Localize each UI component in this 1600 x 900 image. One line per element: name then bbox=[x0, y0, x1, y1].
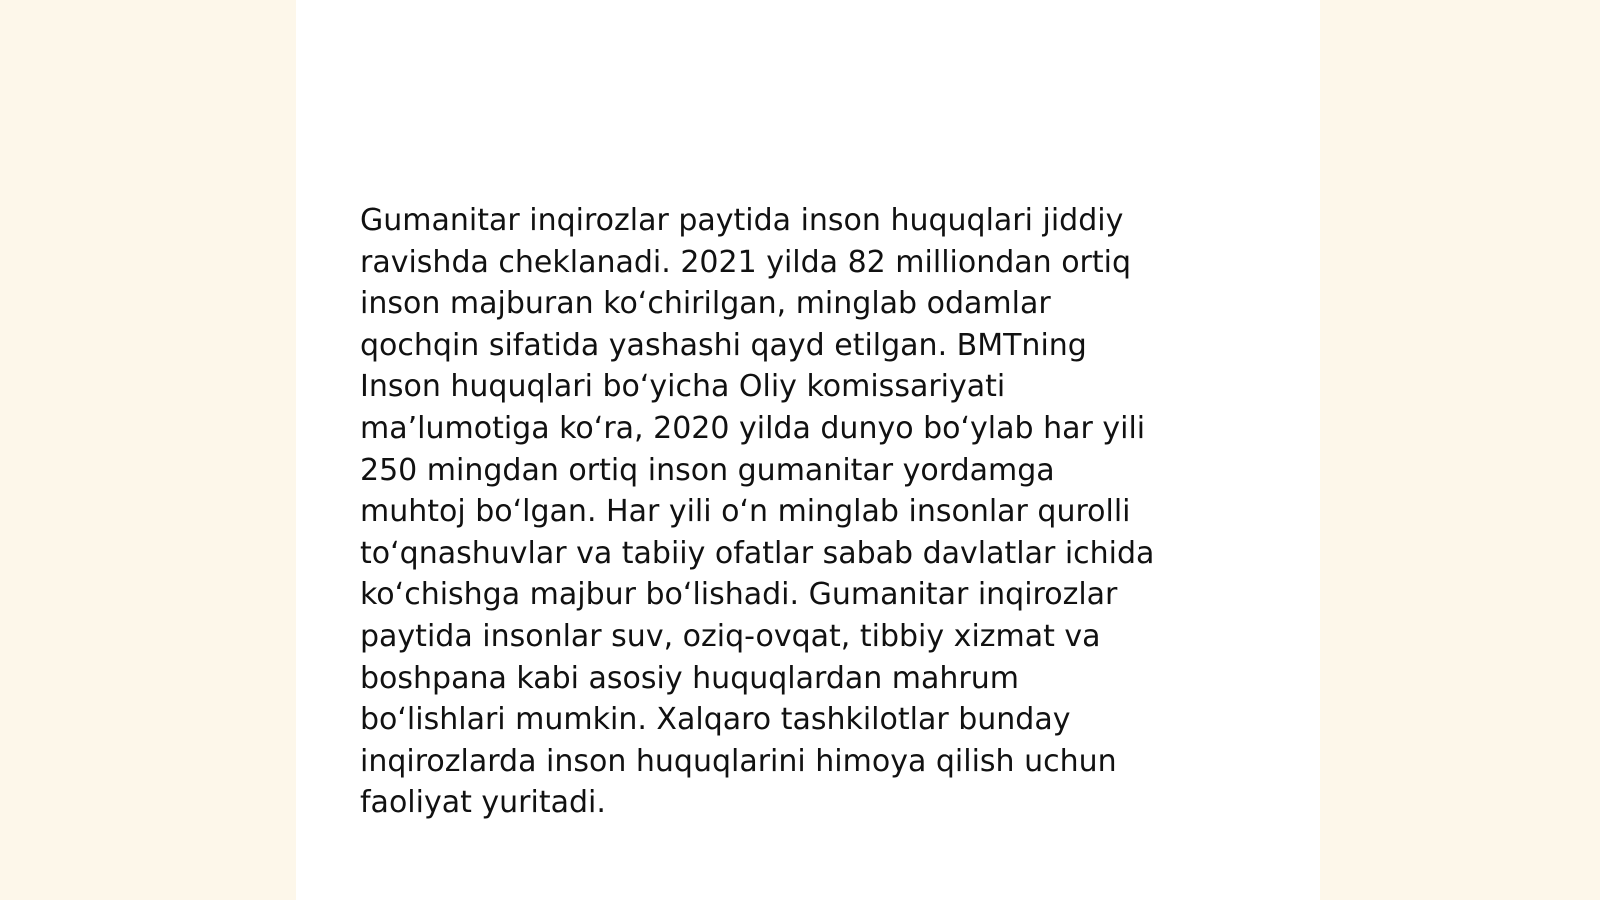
paragraph-line: qochqin sifatida yashashi qayd etilgan. BMTning bbox=[360, 327, 1087, 363]
paragraph-line: inson majburan ko‘chirilgan, minglab odamlar bbox=[360, 286, 1051, 322]
paragraph-line: ko‘chishga majbur bo‘lishadi. Gumanitar inqirozlar bbox=[360, 577, 1118, 613]
paragraph-line: faoliyat yuritadi. bbox=[360, 785, 606, 821]
paragraph-line: ma’lumotiga ko‘ra, 2020 yilda dunyo bo‘ylab har yili bbox=[360, 410, 1146, 446]
paragraph-line: paytida insonlar suv, oziq-ovqat, tibbiy xizmat va bbox=[360, 618, 1101, 654]
paragraph-line: to‘qnashuvlar va tabiiy ofatlar sabab davlatlar ichida bbox=[360, 535, 1155, 571]
paragraph-line: Inson huquqlari bo‘yicha Oliy komissariyati bbox=[360, 369, 1006, 405]
document-page bbox=[296, 0, 1320, 900]
paragraph-line: muhtoj bo‘lgan. Har yili o‘n minglab insonlar qurolli bbox=[360, 494, 1131, 530]
paragraph-line: ravishda cheklanadi. 2021 yilda 82 milliondan ortiq bbox=[360, 244, 1132, 280]
paragraph-line: inqirozlarda inson huquqlarini himoya qilish uchun bbox=[360, 743, 1117, 779]
paragraph-line: Gumanitar inqirozlar paytida inson huquqlari jiddiy bbox=[360, 203, 1124, 238]
body-paragraph bbox=[360, 200, 1240, 824]
paragraph-line: 250 mingdan ortiq inson gumanitar yordamga bbox=[360, 452, 1055, 488]
paragraph-line: boshpana kabi asosiy huquqlardan mahrum bbox=[360, 660, 1019, 696]
paragraph-line: bo‘lishlari mumkin. Xalqaro tashkilotlar bunday bbox=[360, 702, 1071, 738]
